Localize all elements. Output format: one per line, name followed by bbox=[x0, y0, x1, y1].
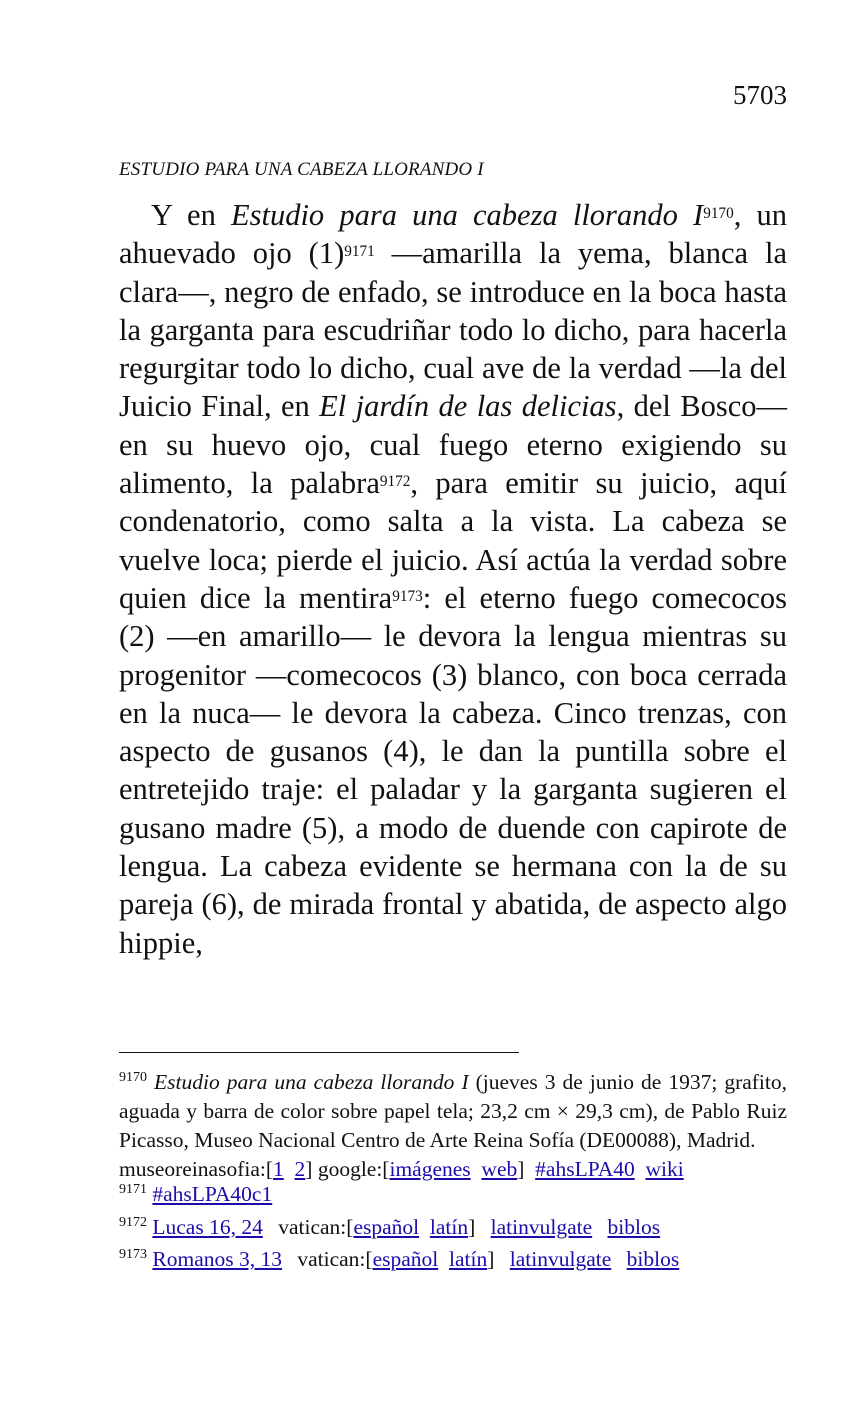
wiki-link[interactable]: wiki bbox=[645, 1157, 684, 1181]
tag-link[interactable]: #ahsLPA40 bbox=[535, 1157, 635, 1181]
artwork-title: El jardín de las delicias bbox=[319, 389, 617, 424]
museo-link-1[interactable]: 1 bbox=[273, 1157, 284, 1181]
biblos-link[interactable]: biblos bbox=[607, 1215, 661, 1239]
footnote-9173 bbox=[119, 1245, 787, 1274]
body-span: , un ahuevado ojo (1) bbox=[119, 198, 787, 271]
footnote-ref-9171[interactable]: 9171 bbox=[344, 243, 375, 261]
source-label: vatican:[ bbox=[278, 1215, 354, 1239]
vatican-latin-link[interactable]: latín bbox=[429, 1215, 469, 1239]
body-span: Y en bbox=[151, 198, 231, 232]
footnotes bbox=[119, 1068, 787, 1274]
vatican-espanol-link[interactable]: español bbox=[353, 1215, 420, 1239]
footnote-9171 bbox=[119, 1180, 787, 1209]
source-label: ] google:[ bbox=[305, 1157, 390, 1181]
bracket: ] bbox=[487, 1247, 495, 1271]
body-span: , del Bosco— en su huevo ojo, cual fuego eterno exigiendo su alimento, la palabra bbox=[119, 389, 787, 501]
body-span: , para emitir su juicio, aquí condenatorio, como salta a la vista. La cabeza se vuelve loca; pierde el juicio. Así actúa la verdad sobre quien dice la mentira bbox=[119, 466, 787, 615]
footnote-separator bbox=[119, 1052, 519, 1053]
scripture-link[interactable]: Romanos 3, 13 bbox=[152, 1247, 282, 1271]
footnote-ref-9172[interactable]: 9172 bbox=[379, 473, 411, 491]
body-span: : el eterno fuego comecocos (2) —en amarillo— le devora la lengua mientras su progenitor —comecocos (3) blanco, con boca cerrada en la nuca— le devora la cabeza. Cinco trenzas, con aspecto de gusanos (4), le dan la puntilla sobre el entretejido traje: el paladar y la garganta sugieren el gusano madre (5), a modo de duende con capirote de lengua. La cabeza evidente se hermana con la de su pareja (6), de mirada frontal y abatida, de aspecto algo hippie, bbox=[119, 580, 787, 960]
artwork-title: Estudio para una cabeza llorando I bbox=[230, 198, 704, 232]
source-label: museoreinasofia:[ bbox=[119, 1157, 274, 1181]
bracket: ] bbox=[468, 1215, 476, 1239]
museo-link-2[interactable]: 2 bbox=[294, 1157, 306, 1181]
page-number: 5703 bbox=[733, 80, 787, 110]
latinvulgate-link[interactable]: latinvulgate bbox=[509, 1247, 612, 1271]
source-label: vatican:[ bbox=[297, 1247, 373, 1271]
latinvulgate-link[interactable]: latinvulgate bbox=[490, 1215, 593, 1239]
body-paragraph bbox=[119, 196, 787, 962]
footnote-number: 9171 bbox=[119, 1182, 147, 1197]
body-text bbox=[119, 196, 787, 962]
google-images-link[interactable]: imágenes bbox=[389, 1157, 471, 1181]
footnote-9172 bbox=[119, 1213, 787, 1242]
biblos-link[interactable]: biblos bbox=[626, 1247, 680, 1271]
body-span: —amarilla la yema, blanca la clara—, negro de enfado, se introduce en la boca hasta la garganta para escudriñar todo lo dicho, para hacerla regurgitar todo lo dicho, cual ave de la verdad —la del Juicio Final, en bbox=[119, 236, 787, 424]
running-head: ESTUDIO PARA UNA CABEZA LLORANDO I bbox=[119, 159, 484, 180]
footnote-ref-9170[interactable]: 9170 bbox=[703, 205, 734, 223]
footnote-number: 9172 bbox=[119, 1215, 147, 1230]
footnote-number: 9170 bbox=[119, 1070, 147, 1085]
bracket: ] bbox=[517, 1157, 525, 1181]
footnote-title: Estudio para una cabeza llorando I bbox=[154, 1070, 469, 1094]
google-web-link[interactable]: web bbox=[481, 1157, 518, 1181]
footnote-text: (jueves 3 de junio de 1937; grafito, aguada y barra de color sobre papel tela; 23,2 cm × 29,3 cm), de Pablo Ruiz Picasso, Museo Nacional Centro de Arte Reina Sofía (DE00088), Madrid. bbox=[119, 1070, 788, 1152]
footnote-9170 bbox=[119, 1068, 787, 1155]
scripture-link[interactable]: Lucas 16, 24 bbox=[152, 1215, 263, 1239]
footnote-number: 9173 bbox=[119, 1247, 147, 1262]
footnote-ref-9173[interactable]: 9173 bbox=[392, 588, 423, 606]
vatican-espanol-link[interactable]: español bbox=[372, 1247, 439, 1271]
tag-link[interactable]: #ahsLPA40c1 bbox=[152, 1182, 273, 1206]
vatican-latin-link[interactable]: latín bbox=[449, 1247, 488, 1271]
